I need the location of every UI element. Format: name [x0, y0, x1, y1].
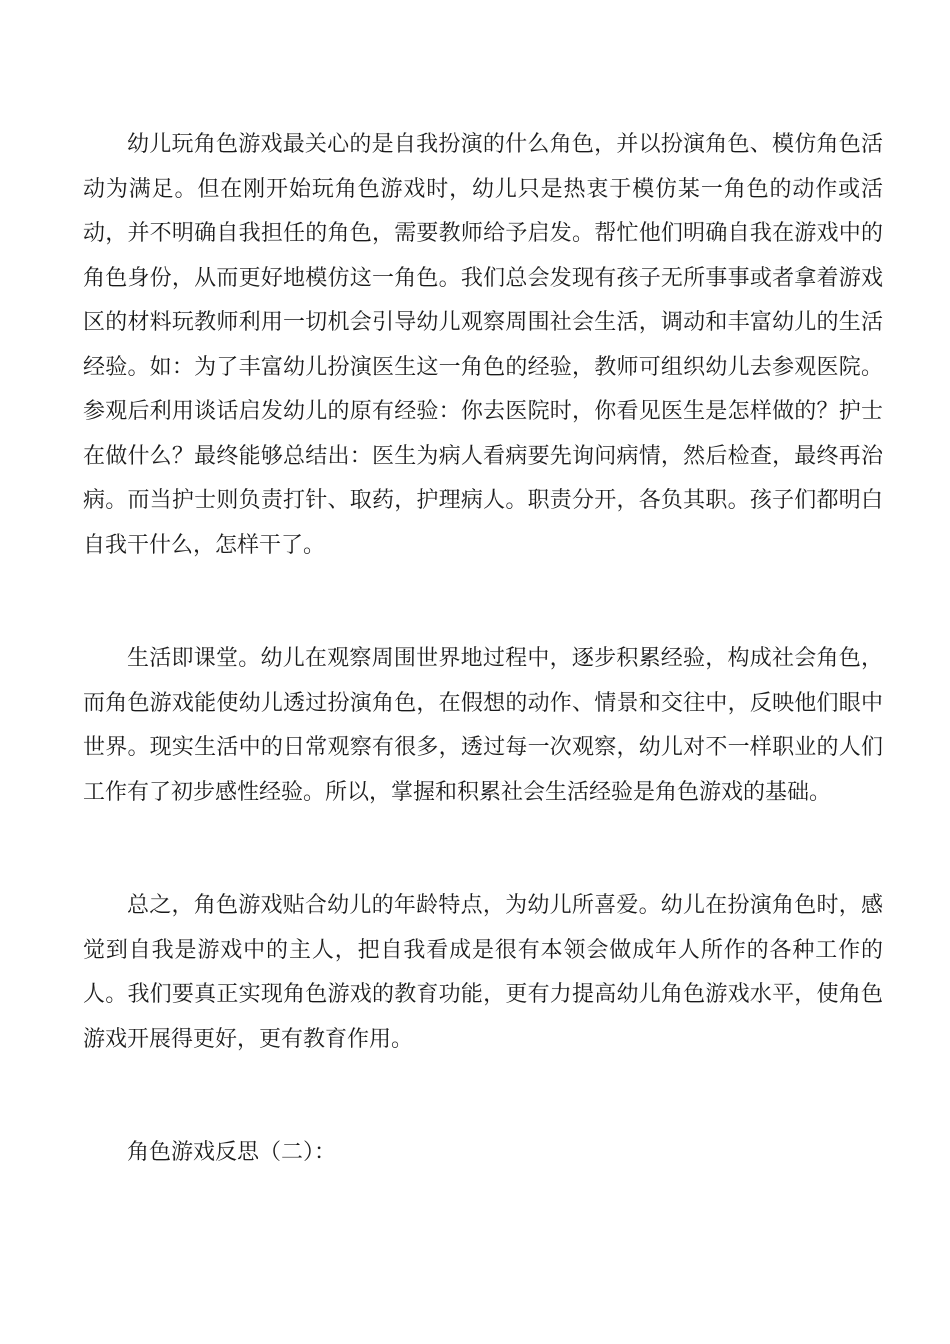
document-body	[83, 123, 883, 1176]
paragraph-3: 总之，角色游戏贴合幼儿的年龄特点，为幼儿所喜爱。幼儿在扮演角色时，感觉到自我是游戏中的主人，把自我看成是很有本领会做成年人所作的各种工作的人。我们要真正实现角色游戏的教育功能，更有力提高幼儿角色游戏水平，使角色游戏开展得更好，更有教育作用。	[83, 893, 883, 1052]
paragraph-gap	[83, 815, 883, 884]
paragraph-1: 幼儿玩角色游戏最关心的是自我扮演的什么角色，并以扮演角色、模仿角色活动为满足。但在刚开始玩角色游戏时，幼儿只是热衷于模仿某一角色的动作或活动，并不明确自我担任的角色，需要教师给予启发。帮忙他们明确自我在游戏中的角色身份，从而更好地模仿这一角色。我们总会发现有孩子无所事事或者拿着游戏区的材料玩教师利用一切机会引导幼儿观察周围社会生活，调动和丰富幼儿的生活经验。如：为了丰富幼儿扮演医生这一角色的经验，教师可组织幼儿去参观医院。参观后利用谈话启发幼儿的原有经验：你去医院时，你看见医生是怎样做的？护士在做什么？最终能够总结出：医生为病人看病要先询问病情，然后检查，最终再治病。而当护士则负责打针、取药，护理病人。职责分开，各负其职。孩子们都明白自我干什么，怎样干了。	[83, 132, 883, 558]
paragraph-2: 生活即课堂。幼儿在观察周围世界地过程中，逐步积累经验，构成社会角色，而角色游戏能使幼儿透过扮演角色，在假想的动作、情景和交往中，反映他们眼中世界。现实生活中的日常观察有很多，透过每一次观察，幼儿对不一样职业的人们工作有了初步感性经验。所以，掌握和积累社会生活经验是角色游戏的基础。	[83, 646, 883, 805]
section-heading: 角色游戏反思（二）：	[127, 1140, 337, 1165]
paragraph-gap	[83, 568, 883, 637]
paragraph-gap	[83, 1062, 883, 1131]
